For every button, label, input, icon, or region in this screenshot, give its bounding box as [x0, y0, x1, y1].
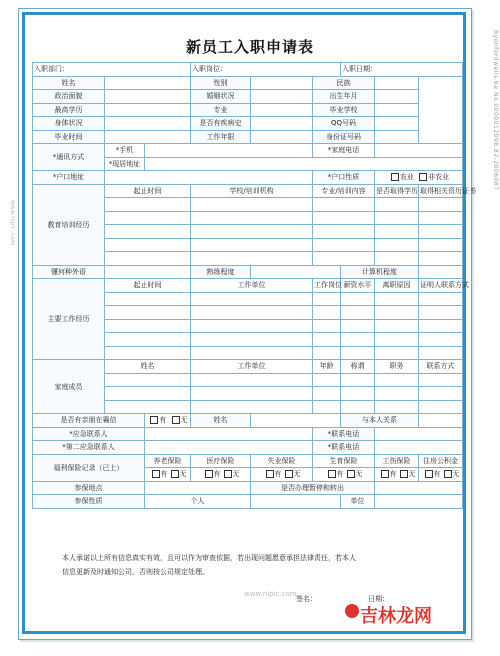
- second-emergency-label: *第二应急联系人: [33, 441, 145, 455]
- checkbox[interactable]: [400, 470, 408, 478]
- relative-name-label: 姓名: [191, 414, 251, 428]
- relative-yes-checkbox[interactable]: [150, 416, 158, 424]
- checkbox[interactable]: [205, 470, 213, 478]
- work-years-field[interactable]: [251, 130, 313, 144]
- political-field[interactable]: [105, 90, 191, 104]
- checkbox[interactable]: [224, 470, 232, 478]
- second-emergency-phone-label: *联系电话: [313, 441, 375, 455]
- major-label: 专业: [191, 103, 251, 117]
- school-label: 毕业学校: [313, 103, 375, 117]
- family-label: 家庭成员: [33, 360, 105, 414]
- language-field[interactable]: [105, 265, 191, 279]
- school-field[interactable]: [375, 103, 419, 117]
- proficiency-label: 熟练程度: [191, 265, 251, 279]
- name-field[interactable]: [105, 76, 191, 90]
- relationship-label: 与本人关系: [341, 414, 419, 428]
- logo-icon: [345, 604, 359, 618]
- disease-field[interactable]: [251, 117, 313, 131]
- birth-label: 出生年月: [313, 90, 375, 104]
- disease-label: 是否有疾病史: [191, 117, 251, 131]
- work-years-label: 工作年限: [191, 130, 251, 144]
- contact-label: *通讯方式: [33, 144, 105, 171]
- agri-checkbox[interactable]: [391, 173, 399, 181]
- left-watermark: www.nipic.com: [9, 200, 16, 246]
- work-col-salary: 薪资水平: [341, 279, 375, 293]
- checkbox[interactable]: [171, 470, 179, 478]
- nonagri-label: 非农业: [428, 173, 450, 182]
- checkbox[interactable]: [381, 470, 389, 478]
- family-col-job: 职务: [375, 360, 419, 374]
- emergency-contact-field[interactable]: [145, 427, 313, 441]
- work-col-position: 工作岗位: [313, 279, 341, 293]
- political-label: 政治面貌: [33, 90, 105, 104]
- checkbox[interactable]: [328, 470, 336, 478]
- work-col-reference: 证明人联系方式: [419, 279, 463, 293]
- welfare-col-injury: 工伤保险: [375, 454, 419, 468]
- health-field[interactable]: [105, 117, 191, 131]
- insure-unit-label: 单位: [341, 495, 375, 509]
- pledge-text: [62, 551, 444, 579]
- health-label: 身体状况: [33, 117, 105, 131]
- edu-col-cert: 取得相关资历证书: [419, 184, 463, 198]
- name-label: 姓名: [33, 76, 105, 90]
- id-number-label: 身份证号码: [313, 130, 375, 144]
- work-history-label: 主要工作经历: [33, 279, 105, 360]
- current-address-label: *现居地址: [105, 157, 145, 171]
- edu-col-period: 起止时间: [105, 184, 191, 198]
- insure-transfer-field[interactable]: [375, 481, 463, 495]
- start-date-label: 入职日期：: [341, 63, 463, 77]
- site-logo: 吉林龙网: [360, 606, 432, 627]
- welfare-label: 福利保险记录（已上）: [33, 454, 145, 481]
- checkbox[interactable]: [425, 470, 433, 478]
- birth-field[interactable]: [375, 90, 419, 104]
- checkbox[interactable]: [152, 470, 160, 478]
- welfare-col-pension: 养老保险: [145, 454, 191, 468]
- mobile-label: *手机: [105, 144, 145, 158]
- pledge-line-1: 本人承诺以上所有信息真实有效，且可以作为审查依据，若出现问题愿意承担法律责任，若本人: [62, 554, 356, 562]
- grad-time-field[interactable]: [105, 130, 191, 144]
- family-col-company: 工作单位: [191, 360, 313, 374]
- mobile-field[interactable]: [145, 144, 313, 158]
- marital-label: 婚姻状况: [191, 90, 251, 104]
- gender-label: 性别: [191, 76, 251, 90]
- work-col-period: 起止时间: [105, 279, 191, 293]
- edu-col-degree: 是否取得学历: [375, 184, 419, 198]
- header-row: [33, 63, 463, 77]
- work-col-reason: 离职原因: [375, 279, 419, 293]
- edu-col-school: 学校/培训机构: [191, 184, 313, 198]
- relationship-field[interactable]: [419, 414, 463, 428]
- home-phone-field[interactable]: [375, 144, 463, 158]
- family-col-name: 姓名: [105, 360, 191, 374]
- qq-label: QQ号码: [313, 117, 375, 131]
- ethnicity-field[interactable]: [375, 76, 419, 90]
- computer-level-field[interactable]: [419, 265, 463, 279]
- home-phone-label: *家庭电话: [313, 144, 375, 158]
- ethnicity-label: 民族: [313, 76, 375, 90]
- work-col-company: 工作单位: [191, 279, 313, 293]
- gender-field[interactable]: [251, 76, 313, 90]
- qq-field[interactable]: [375, 117, 419, 131]
- photo-box[interactable]: [419, 76, 463, 144]
- welfare-col-unemployment: 失业保险: [251, 454, 313, 468]
- marital-field[interactable]: [251, 90, 313, 104]
- welfare-col-maternity: 生育保险: [313, 454, 375, 468]
- checkbox[interactable]: [285, 470, 293, 478]
- edu-col-major: 专业/培训内容: [313, 184, 375, 198]
- education-label: 最高学历: [33, 103, 105, 117]
- application-form-table: [32, 62, 477, 509]
- pledge-line-2: 信息更新及时通知公司，否则按公司规定处理。: [62, 568, 209, 576]
- hukou-nature-options[interactable]: [375, 171, 463, 185]
- second-emergency-phone-field[interactable]: [375, 441, 463, 455]
- emergency-phone-label: *联系电话: [313, 427, 375, 441]
- major-field[interactable]: [251, 103, 313, 117]
- emergency-contact-label: *应急联系人: [33, 427, 145, 441]
- signature-label: 签名：: [296, 595, 317, 603]
- position-label: 入职岗位：: [191, 63, 341, 77]
- computer-level-label: 计算机程度: [341, 265, 419, 279]
- relative-options[interactable]: [145, 414, 191, 428]
- insure-transfer-label: 是否办理暂停和转出: [251, 481, 375, 495]
- insure-unit-field[interactable]: [375, 495, 463, 509]
- insure-place-label: 参保地点: [33, 481, 145, 495]
- relative-no-checkbox[interactable]: [172, 416, 180, 424]
- dept-label: 入职部门：: [33, 63, 191, 77]
- education-field[interactable]: [105, 103, 191, 117]
- proficiency-field[interactable]: [251, 265, 341, 279]
- checkbox[interactable]: [266, 470, 274, 478]
- grad-time-label: 毕业时间: [33, 130, 105, 144]
- relative-name-field[interactable]: [251, 414, 341, 428]
- checkbox[interactable]: [347, 470, 355, 478]
- checkbox[interactable]: [444, 470, 452, 478]
- agri-label: 农业: [399, 173, 414, 182]
- welfare-options-row: 有 无 有 无 有 无 有 无 有 无 有 无: [33, 468, 463, 482]
- side-watermark: Byonfordwells.be No.0000012098.82-2006087: [492, 30, 499, 191]
- family-col-contact: 联系方式: [419, 360, 463, 374]
- insure-place-field[interactable]: [145, 481, 251, 495]
- welfare-col-housing: 住房公积金: [419, 454, 463, 468]
- emergency-phone-field[interactable]: [375, 427, 463, 441]
- insure-personal-label: 个人: [145, 495, 251, 509]
- relative-no-label: 无: [180, 416, 188, 425]
- language-label: 懂何种外语: [33, 265, 105, 279]
- sign-date-label: 日期：: [368, 595, 389, 603]
- relative-label: 是否有亲朋在襄信: [33, 414, 145, 428]
- hukou-address-field[interactable]: [105, 171, 313, 185]
- second-emergency-field[interactable]: [145, 441, 313, 455]
- education-history-label: 教育培训经历: [33, 184, 105, 265]
- welfare-col-medical: 医疗保险: [191, 454, 251, 468]
- bottom-watermark: www.nipic.com: [244, 590, 297, 598]
- family-col-title: 称谓: [341, 360, 375, 374]
- insure-nature-label: 参保性质: [33, 495, 145, 509]
- family-col-age: 年龄: [313, 360, 341, 374]
- form-title: 新员工入职申请表: [185, 38, 314, 56]
- nonagri-checkbox[interactable]: [419, 173, 427, 181]
- hukou-address-label: *户口地址: [33, 171, 105, 185]
- hukou-nature-label: *户口性质: [313, 171, 375, 185]
- id-number-field[interactable]: [375, 130, 419, 144]
- current-address-field[interactable]: [145, 157, 463, 171]
- insure-personal-field[interactable]: [251, 495, 341, 509]
- relative-yes-label: 有: [159, 416, 167, 425]
